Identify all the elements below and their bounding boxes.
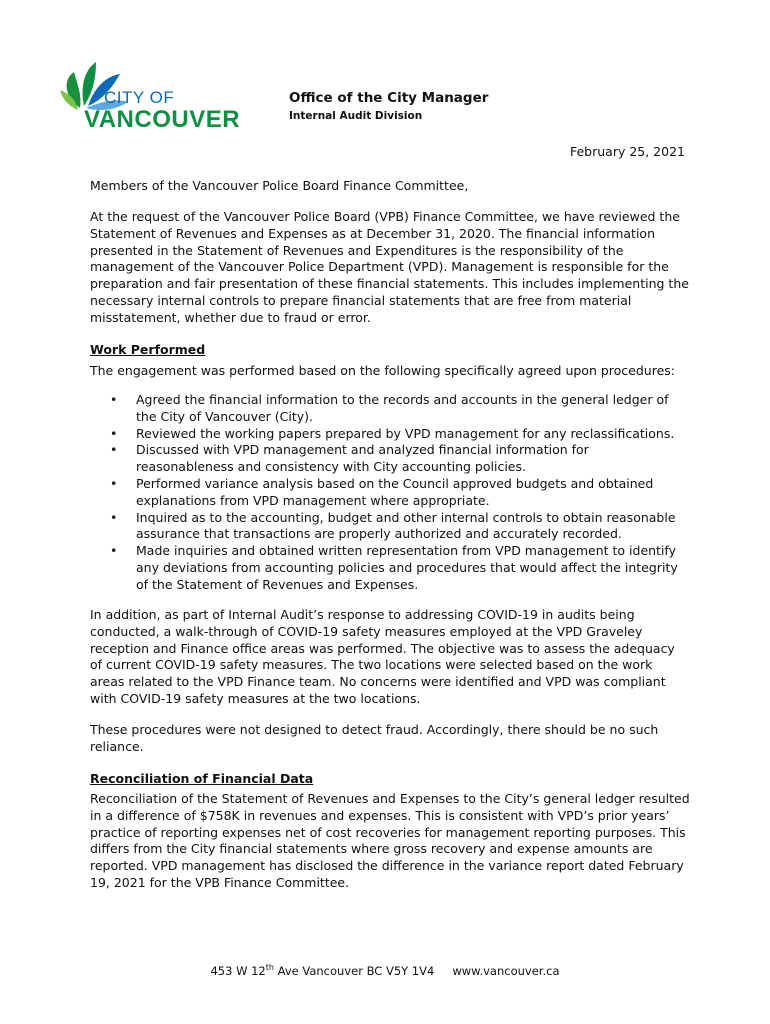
division-title: Internal Audit Division <box>289 110 423 122</box>
footer-website: www.vancouver.ca <box>452 963 560 978</box>
reconciliation-paragraph: Reconciliation of the Statement of Revenues and Expenses to the City’s general ledger resulted in a difference of $758K in revenues and expenses. This is consistent with VPD’s prior years’ practice of reporting expenses net of cost recoveries for management reporting purposes. This differs from the City financial statements where gross recovery and expense amounts are reported. VPD management has disclosed the difference in the variance report dated February 19, 2021 for the VPB Finance Committee. <box>90 791 690 890</box>
list-item: • Inquired as to the accounting, budget and other internal controls to obtain reasonable assurance that transactions are properly authorized and accurately recorded. <box>110 509 676 542</box>
city-logo <box>60 58 250 138</box>
reconciliation-heading: Reconciliation of Financial Data <box>90 771 314 786</box>
work-performed-heading: Work Performed <box>90 342 206 357</box>
list-item: • Discussed with VPD management and analyzed financial information for reasonableness and consistency with City accounting policies. <box>110 442 589 475</box>
letter-date: February 25, 2021 <box>569 144 685 159</box>
list-item: • Performed variance analysis based on the Council approved budgets and obtained explanations from VPD management where appropriate. <box>110 475 654 508</box>
intro-paragraph: At the request of the Vancouver Police Board (VPB) Finance Committee, we have reviewed the Statement of Revenues and Expenses as at December 31, 2020. The financial information presented in the Statement of Revenues and Expenditures is the responsibility of the management of the Vancouver Police Department (VPD). Management is responsible for the preparation and fair presentation of these financial statements. This includes implementing the necessary internal controls to prepare financial statements that are free from material misstatement, whether due to fraud or error. <box>90 209 689 325</box>
office-title: Office of the City Manager <box>289 90 489 106</box>
logo-vancouver-text: VANCOUVER <box>84 106 241 133</box>
logo-city-text: CITY OF <box>104 88 175 107</box>
procedures-list <box>90 392 690 594</box>
salutation: Members of the Vancouver Police Board Finance Committee, <box>90 178 469 193</box>
footer-city: Ave Vancouver BC V5Y 1V4 <box>273 963 435 978</box>
fraud-paragraph: These procedures were not designed to detect fraud. Accordingly, there should be no such reliance. <box>90 722 659 754</box>
list-item: • Agreed the financial information to the records and accounts in the general ledger of the City of Vancouver (City). <box>110 392 669 424</box>
footer-address <box>0 963 770 978</box>
covid-paragraph: In addition, as part of Internal Audit’s response to addressing COVID-19 in audits being conducted, a walk-through of COVID-19 safety measures employed at the VPD Graveley reception and Finance office areas was performed. The objective was to assess the adequacy of current COVID-19 safety measures. The two locations were selected based on the work areas related to the VPD Finance team. No concerns were identified and VPD was compliant with COVID-19 safety measures at the two locations. <box>90 607 675 706</box>
work-performed-lead: The engagement was performed based on the following specifically agreed upon procedures: <box>90 363 675 378</box>
list-item: • Made inquiries and obtained written representation from VPD management to identify any deviations from accounting policies and procedures that would affect the integrity of the Statement of Revenues and Expenses. <box>110 543 678 592</box>
list-item: • Reviewed the working papers prepared by VPD management for any reclassifications. <box>110 425 675 441</box>
footer-street-suffix: th <box>265 963 274 972</box>
footer-street: 453 W 12 <box>210 963 266 978</box>
